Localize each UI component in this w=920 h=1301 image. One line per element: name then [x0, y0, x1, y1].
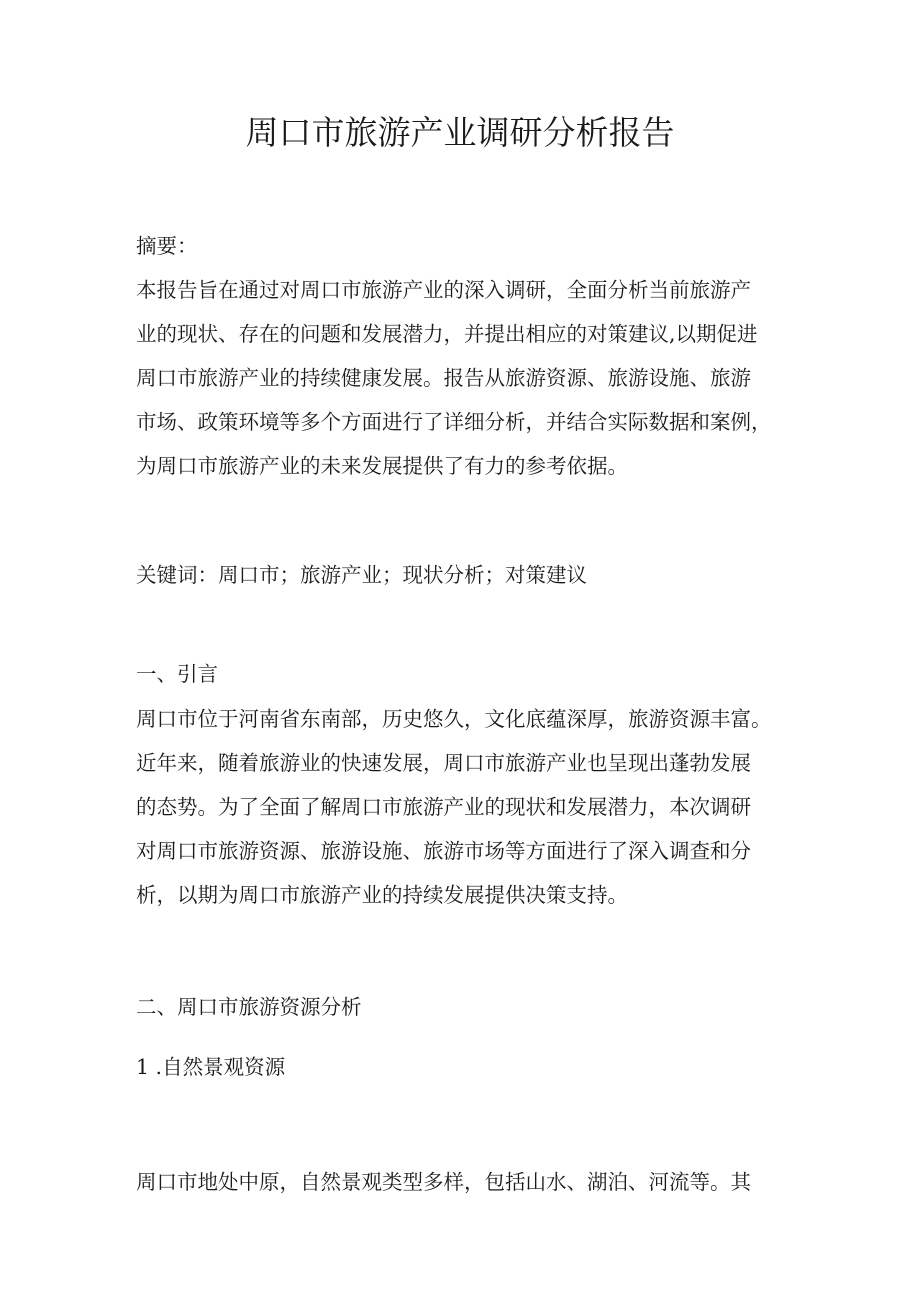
abstract-line: 本报告旨在通过对周口市旅游产业的深入调研，全面分析当前旅游产 — [136, 278, 751, 302]
subsection-heading-natural-landscape: 1 .自然景观资源 — [136, 1055, 286, 1079]
abstract-paragraph — [136, 268, 796, 488]
introduction-line: 近年来，随着旅游业的快速发展，周口市旅游产业也呈现出蓬勃发展 — [136, 751, 751, 775]
introduction-line: 的态势。为了全面了解周口市旅游产业的现状和发展潜力，本次调研 — [136, 795, 751, 819]
introduction-paragraph — [136, 697, 796, 917]
natural-landscape-line: 周口市地处中原，自然景观类型多样，包括山水、湖泊、河流等。其 — [136, 1170, 751, 1194]
document-title: 周口市旅游产业调研分析报告 — [245, 113, 675, 152]
abstract-label: 摘要： — [136, 234, 198, 258]
section-heading-resources: 二、周口市旅游资源分析 — [136, 995, 362, 1019]
section-heading-introduction: 一、引言 — [136, 662, 218, 686]
introduction-line: 周口市位于河南省东南部，历史悠久，文化底蕴深厚，旅游资源丰富。 — [136, 707, 772, 731]
keywords-line: 关键词：周口市；旅游产业；现状分析；对策建议 — [136, 563, 587, 587]
abstract-line: 市场、政策环境等多个方面进行了详细分析，并结合实际数据和案例， — [136, 410, 772, 434]
abstract-line: 为周口市旅游产业的未来发展提供了有力的参考依据。 — [136, 454, 628, 478]
abstract-line: 周口市旅游产业的持续健康发展。报告从旅游资源、旅游设施、旅游 — [136, 366, 751, 390]
introduction-line: 对周口市旅游资源、旅游设施、旅游市场等方面进行了深入调查和分 — [136, 839, 751, 863]
introduction-line: 析，以期为周口市旅游产业的持续发展提供决策支持。 — [136, 883, 628, 907]
natural-landscape-paragraph — [136, 1160, 796, 1204]
abstract-line: 业的现状、存在的问题和发展潜力，并提出相应的对策建议,以期促进 — [136, 322, 758, 346]
